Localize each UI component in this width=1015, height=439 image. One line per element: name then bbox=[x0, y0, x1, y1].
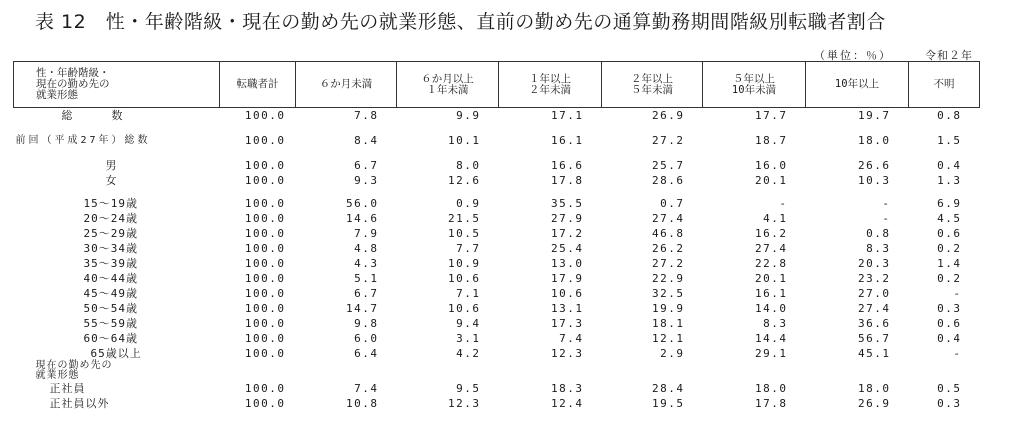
value-cell: 27.4 bbox=[652, 212, 685, 225]
value-cell: 28.4 bbox=[652, 382, 685, 395]
header-line: ５年以上 bbox=[733, 72, 775, 85]
header-row bbox=[14, 62, 980, 108]
value-cell: 25.4 bbox=[551, 242, 584, 255]
value-cell: 10.1 bbox=[448, 134, 481, 147]
value-cell: 6.4 bbox=[354, 347, 379, 360]
value-cell: 9.4 bbox=[456, 317, 481, 330]
table-title: 表 12 性・年齢階級・現在の勤め先の就業形態、直前の勤め先の通算勤務期間階級別転職者割合 bbox=[35, 11, 886, 33]
table-row bbox=[14, 301, 980, 316]
value-cell: 100.0 bbox=[244, 159, 286, 172]
value-cell: 12.3 bbox=[448, 397, 481, 410]
value-cell: 0.6 bbox=[937, 317, 962, 330]
value-cell: 4.1 bbox=[763, 212, 788, 225]
value-cell: 1.3 bbox=[937, 174, 962, 187]
value-cell: 16.1 bbox=[551, 134, 584, 147]
value-cell: 0.8 bbox=[937, 109, 962, 122]
header-line: ２年未満 bbox=[529, 83, 571, 96]
value-cell: 20.1 bbox=[755, 174, 788, 187]
row-label: 総 数 bbox=[61, 109, 137, 122]
table-row bbox=[14, 173, 980, 188]
row-label-line: 現在の勤め先の bbox=[35, 360, 113, 371]
value-cell: 19.7 bbox=[858, 109, 891, 122]
value-cell: - bbox=[953, 287, 962, 300]
value-cell: 6.7 bbox=[354, 159, 379, 172]
value-cell: 9.9 bbox=[456, 109, 481, 122]
value-cell: 20.1 bbox=[755, 272, 788, 285]
value-cell: 17.8 bbox=[755, 397, 788, 410]
value-cell: 100.0 bbox=[244, 109, 286, 122]
header-stub-line: 現在の勤め先の bbox=[36, 78, 110, 90]
value-cell bbox=[296, 361, 397, 381]
header-line: ５年未満 bbox=[631, 83, 673, 96]
value-cell: 7.9 bbox=[354, 227, 379, 240]
value-cell: 19.9 bbox=[652, 302, 685, 315]
value-cell: 0.7 bbox=[660, 197, 685, 210]
table-body bbox=[14, 108, 980, 412]
table-row bbox=[14, 316, 980, 331]
header-6m-1y bbox=[397, 62, 499, 108]
value-cell: - bbox=[779, 197, 788, 210]
row-label bbox=[14, 361, 220, 381]
value-cell: 27.2 bbox=[652, 134, 685, 147]
value-cell: 19.5 bbox=[652, 397, 685, 410]
value-cell: 16.0 bbox=[755, 159, 788, 172]
value-cell bbox=[806, 361, 909, 381]
value-cell: 22.9 bbox=[652, 272, 685, 285]
value-cell: - bbox=[953, 347, 962, 360]
row-label: 60～64歳 bbox=[83, 332, 138, 345]
header-line: ２年以上 bbox=[631, 72, 673, 85]
value-cell: 10.6 bbox=[448, 272, 481, 285]
value-cell: 46.8 bbox=[652, 227, 685, 240]
value-cell: 14.7 bbox=[346, 302, 379, 315]
header-line: ６か月以上 bbox=[421, 72, 474, 85]
row-label: 15～19歳 bbox=[83, 197, 138, 210]
value-cell: - bbox=[882, 197, 891, 210]
value-cell: 26.9 bbox=[858, 397, 891, 410]
value-cell bbox=[703, 361, 806, 381]
value-cell: 26.6 bbox=[858, 159, 891, 172]
value-cell: 6.7 bbox=[354, 287, 379, 300]
value-cell: 10.6 bbox=[448, 302, 481, 315]
value-cell: 0.4 bbox=[937, 159, 962, 172]
value-cell: 100.0 bbox=[244, 242, 286, 255]
value-cell: 17.9 bbox=[551, 272, 584, 285]
header-total bbox=[220, 62, 296, 108]
value-cell: 12.1 bbox=[652, 332, 685, 345]
value-cell: 17.1 bbox=[551, 109, 584, 122]
value-cell: 23.2 bbox=[858, 272, 891, 285]
value-cell: 100.0 bbox=[244, 347, 286, 360]
value-cell bbox=[909, 361, 980, 381]
value-cell: 20.3 bbox=[858, 257, 891, 270]
value-cell: 14.0 bbox=[755, 302, 788, 315]
row-label: 20～24歳 bbox=[83, 212, 138, 225]
row-label: 65歳以上 bbox=[90, 347, 142, 360]
header-line: 不明 bbox=[933, 78, 955, 90]
row-label: 35～39歳 bbox=[83, 257, 138, 270]
row-label: 40～44歳 bbox=[83, 272, 138, 285]
value-cell: 8.4 bbox=[354, 134, 379, 147]
value-cell: 100.0 bbox=[244, 317, 286, 330]
table-row bbox=[14, 211, 980, 226]
value-cell: 9.8 bbox=[354, 317, 379, 330]
row-label: 50～54歳 bbox=[83, 302, 138, 315]
value-cell: 10.6 bbox=[551, 287, 584, 300]
value-cell: 36.6 bbox=[858, 317, 891, 330]
value-cell: 7.8 bbox=[354, 109, 379, 122]
value-cell: 35.5 bbox=[551, 197, 584, 210]
value-cell: 100.0 bbox=[244, 212, 286, 225]
value-cell: 10.9 bbox=[448, 257, 481, 270]
value-cell: 12.6 bbox=[448, 174, 481, 187]
value-cell: - bbox=[882, 212, 891, 225]
table-row bbox=[14, 158, 980, 173]
value-cell: 21.5 bbox=[448, 212, 481, 225]
value-cell: 27.9 bbox=[551, 212, 584, 225]
value-cell: 17.7 bbox=[755, 109, 788, 122]
table-row bbox=[14, 256, 980, 271]
row-label: 正社員 bbox=[49, 382, 86, 395]
value-cell: 13.1 bbox=[551, 302, 584, 315]
row-label: 45～49歳 bbox=[83, 287, 138, 300]
value-cell: 16.1 bbox=[755, 287, 788, 300]
value-cell: 26.2 bbox=[652, 242, 685, 255]
table-row bbox=[14, 226, 980, 241]
value-cell: 29.1 bbox=[755, 347, 788, 360]
value-cell: 0.6 bbox=[937, 227, 962, 240]
value-cell: 100.0 bbox=[244, 302, 286, 315]
value-cell: 4.8 bbox=[354, 242, 379, 255]
value-cell: 100.0 bbox=[244, 174, 286, 187]
table-row bbox=[14, 271, 980, 286]
header-line: １年未満 bbox=[426, 83, 469, 96]
value-cell: 45.1 bbox=[858, 347, 891, 360]
value-cell: 4.2 bbox=[456, 347, 481, 360]
value-cell: 4.3 bbox=[354, 257, 379, 270]
spacer-row bbox=[14, 188, 980, 196]
value-cell: 100.0 bbox=[244, 227, 286, 240]
header-stub bbox=[14, 62, 220, 108]
value-cell: 56.7 bbox=[858, 332, 891, 345]
row-label: 男 bbox=[105, 159, 118, 172]
value-cell: 9.3 bbox=[354, 174, 379, 187]
header-line: 転職者計 bbox=[236, 78, 279, 90]
value-cell: 14.4 bbox=[755, 332, 788, 345]
value-cell: 1.5 bbox=[937, 134, 962, 147]
value-cell: 12.3 bbox=[551, 347, 584, 360]
value-cell: 27.2 bbox=[652, 257, 685, 270]
value-cell bbox=[397, 361, 499, 381]
value-cell: 28.6 bbox=[652, 174, 685, 187]
value-cell: 18.0 bbox=[858, 382, 891, 395]
row-label: 30～34歳 bbox=[83, 242, 138, 255]
value-cell: 10.8 bbox=[346, 397, 379, 410]
value-cell: 100.0 bbox=[244, 197, 286, 210]
value-cell: 12.4 bbox=[551, 397, 584, 410]
spacer-cell bbox=[14, 188, 980, 196]
value-cell: 5.1 bbox=[354, 272, 379, 285]
value-cell: 6.0 bbox=[354, 332, 379, 345]
value-cell: 100.0 bbox=[244, 332, 286, 345]
header-line: 10年以上 bbox=[834, 78, 880, 90]
row-label: 女 bbox=[105, 174, 118, 187]
value-cell: 2.9 bbox=[660, 347, 685, 360]
value-cell: 100.0 bbox=[244, 287, 286, 300]
value-cell: 0.8 bbox=[866, 227, 891, 240]
value-cell bbox=[220, 361, 296, 381]
value-cell: 0.4 bbox=[937, 332, 962, 345]
value-cell: 14.6 bbox=[346, 212, 379, 225]
header-1y-2y bbox=[499, 62, 602, 108]
value-cell: 100.0 bbox=[244, 397, 286, 410]
header-line: 10年未満 bbox=[731, 83, 777, 96]
value-cell: 27.0 bbox=[858, 287, 891, 300]
value-cell: 100.0 bbox=[244, 272, 286, 285]
era-label: 令和２年 bbox=[925, 49, 973, 62]
value-cell: 32.5 bbox=[652, 287, 685, 300]
value-cell bbox=[602, 361, 703, 381]
value-cell: 0.9 bbox=[456, 197, 481, 210]
value-cell: 7.7 bbox=[456, 242, 481, 255]
value-cell: 7.4 bbox=[559, 332, 584, 345]
header-line: １年以上 bbox=[529, 72, 571, 85]
value-cell: 0.5 bbox=[937, 382, 962, 395]
spacer-row bbox=[14, 148, 980, 158]
table-row bbox=[14, 381, 980, 396]
value-cell: 18.0 bbox=[858, 134, 891, 147]
value-cell: 17.3 bbox=[551, 317, 584, 330]
header-under-6m bbox=[296, 62, 397, 108]
table-row bbox=[14, 346, 980, 361]
value-cell: 27.4 bbox=[755, 242, 788, 255]
row-label: 前回（平成27年）総数 bbox=[15, 135, 151, 146]
table-row bbox=[14, 108, 980, 124]
header-over-10y bbox=[806, 62, 909, 108]
table-row bbox=[14, 286, 980, 301]
value-cell: 17.2 bbox=[551, 227, 584, 240]
spacer-cell bbox=[14, 123, 980, 133]
value-cell: 16.6 bbox=[551, 159, 584, 172]
value-cell: 13.0 bbox=[551, 257, 584, 270]
header-5y-10y bbox=[703, 62, 806, 108]
value-cell: 18.1 bbox=[652, 317, 685, 330]
value-cell: 0.2 bbox=[937, 272, 962, 285]
value-cell: 16.2 bbox=[755, 227, 788, 240]
value-cell: 0.3 bbox=[937, 302, 962, 315]
unit-label: （単位：％） bbox=[814, 49, 892, 62]
header-stub-line: 性・年齢階級・ bbox=[36, 67, 110, 79]
value-cell: 10.3 bbox=[858, 174, 891, 187]
value-cell: 10.5 bbox=[448, 227, 481, 240]
data-table bbox=[13, 61, 980, 411]
value-cell: 4.5 bbox=[937, 212, 962, 225]
value-cell: 7.1 bbox=[456, 287, 481, 300]
value-cell: 7.4 bbox=[354, 382, 379, 395]
value-cell: 27.4 bbox=[858, 302, 891, 315]
value-cell: 6.9 bbox=[937, 197, 962, 210]
value-cell: 17.8 bbox=[551, 174, 584, 187]
table-row bbox=[14, 361, 980, 381]
value-cell: 18.3 bbox=[551, 382, 584, 395]
spacer-row bbox=[14, 123, 980, 133]
value-cell: 3.1 bbox=[456, 332, 481, 345]
table-row bbox=[14, 133, 980, 148]
value-cell: 0.3 bbox=[937, 397, 962, 410]
value-cell: 0.2 bbox=[937, 242, 962, 255]
value-cell: 8.3 bbox=[763, 317, 788, 330]
header-2y-5y bbox=[602, 62, 703, 108]
value-cell: 56.0 bbox=[346, 197, 379, 210]
row-label: 正社員以外 bbox=[49, 397, 110, 410]
table-row bbox=[14, 331, 980, 346]
table-row bbox=[14, 196, 980, 211]
row-label: 55～59歳 bbox=[83, 317, 138, 330]
value-cell: 18.0 bbox=[755, 382, 788, 395]
value-cell: 26.9 bbox=[652, 109, 685, 122]
row-label-line: 就業形態 bbox=[35, 370, 80, 381]
value-cell: 100.0 bbox=[244, 257, 286, 270]
header-unknown bbox=[909, 62, 980, 108]
value-cell: 1.4 bbox=[937, 257, 962, 270]
value-cell: 8.3 bbox=[866, 242, 891, 255]
value-cell bbox=[499, 361, 602, 381]
value-cell: 100.0 bbox=[244, 382, 286, 395]
value-cell: 22.8 bbox=[755, 257, 788, 270]
value-cell: 18.7 bbox=[755, 134, 788, 147]
table-row bbox=[14, 241, 980, 256]
value-cell: 25.7 bbox=[652, 159, 685, 172]
row-label: 25～29歳 bbox=[83, 227, 138, 240]
header-line: ６か月未満 bbox=[319, 78, 373, 90]
header-stub-line: 就業形態 bbox=[36, 89, 78, 101]
table-row bbox=[14, 396, 980, 411]
value-cell: 8.0 bbox=[456, 159, 481, 172]
value-cell: 100.0 bbox=[244, 134, 286, 147]
spacer-cell bbox=[14, 148, 980, 158]
value-cell: 9.5 bbox=[456, 382, 481, 395]
